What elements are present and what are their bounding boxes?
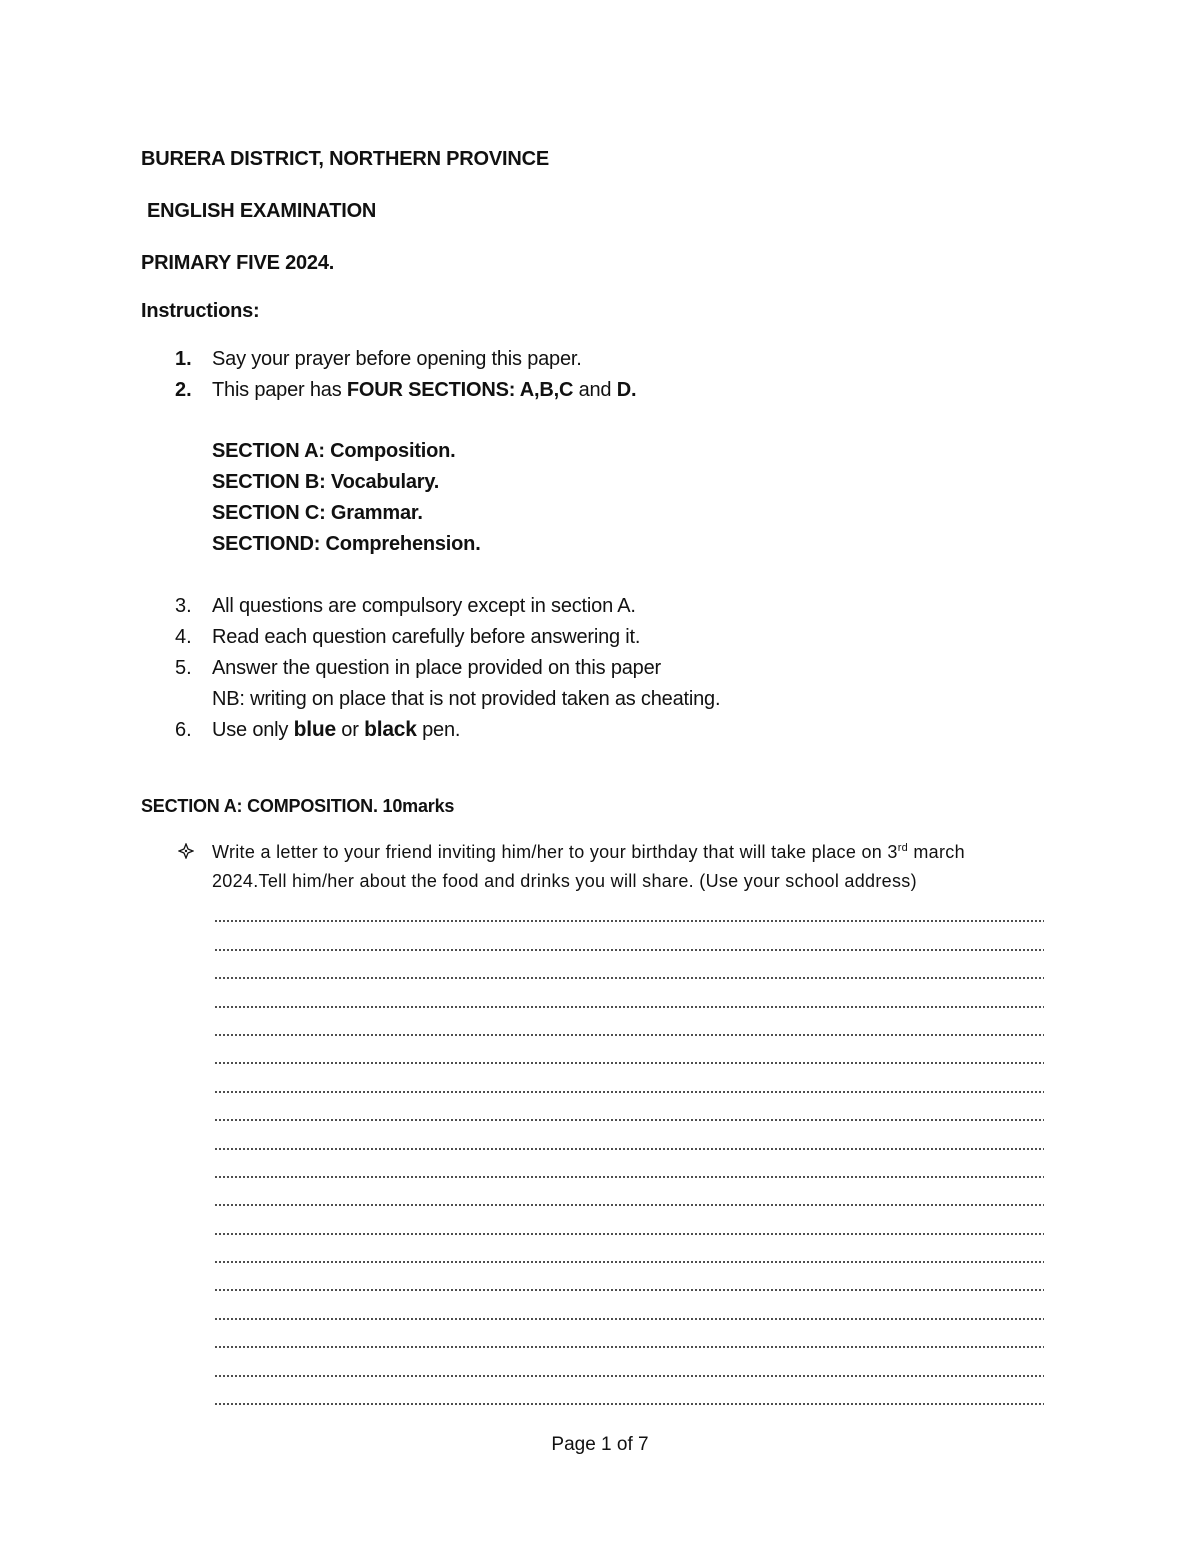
answer-line[interactable] <box>214 985 1044 1013</box>
instruction-6-black: black <box>364 718 417 741</box>
instruction-2-text-d: D. <box>616 379 637 401</box>
answer-line[interactable] <box>214 1354 1044 1382</box>
answer-line[interactable] <box>214 1241 1044 1269</box>
answer-line[interactable] <box>214 1156 1044 1184</box>
level-heading: PRIMARY FIVE 2024. <box>141 252 335 274</box>
task-line-1-sup: rd <box>897 842 909 854</box>
task-line-2: 2024.Tell him/her about the food and drinks you will share. (Use your school address) <box>212 871 917 891</box>
page-number: Page 1 of 7 <box>551 1434 649 1455</box>
instruction-2-text <box>212 378 636 402</box>
task-line-1 <box>212 840 965 864</box>
answer-line[interactable] <box>214 1099 1044 1127</box>
instruction-3-number: 3. <box>175 595 192 617</box>
answer-line[interactable] <box>214 1269 1044 1297</box>
section-a-title: SECTION A: COMPOSITION. 10marks <box>141 796 455 816</box>
instruction-4-text: Read each question carefully before answering it. <box>212 626 641 648</box>
instruction-2-text-b: FOUR SECTIONS: A,B,C <box>346 379 574 401</box>
section-list-item: SECTION A: Composition. <box>212 440 456 462</box>
answer-lines[interactable] <box>214 900 1044 1411</box>
answer-line[interactable] <box>214 1383 1044 1411</box>
instruction-6-blue: blue <box>293 718 336 741</box>
instruction-2-number: 2. <box>175 379 192 401</box>
answer-line[interactable] <box>214 957 1044 985</box>
diamond-bullet-icon-svg <box>178 843 194 859</box>
instruction-5-number: 5. <box>175 657 192 679</box>
instruction-1-text: Say your prayer before opening this paper. <box>212 348 582 370</box>
section-list-item: SECTIOND: Comprehension. <box>212 533 481 555</box>
answer-line[interactable] <box>214 1070 1044 1098</box>
answer-line[interactable] <box>214 1042 1044 1070</box>
section-list-item: SECTION C: Grammar. <box>212 502 423 524</box>
answer-line[interactable] <box>214 928 1044 956</box>
district-heading: BURERA DISTRICT, NORTHERN PROVINCE <box>141 148 550 170</box>
answer-line[interactable] <box>214 1184 1044 1212</box>
section-list-item: SECTION B: Vocabulary. <box>212 471 440 493</box>
instruction-6-text-c: or <box>335 719 365 741</box>
task-line-1-b: march <box>908 842 965 862</box>
answer-line[interactable] <box>214 1127 1044 1155</box>
instruction-6-text-e: pen. <box>416 719 461 741</box>
instruction-5-note: NB: writing on place that is not provided taken as cheating. <box>212 688 721 710</box>
instruction-6-text-a: Use only <box>212 719 294 741</box>
answer-line[interactable] <box>214 1297 1044 1325</box>
instruction-2-text-a: This paper has <box>212 379 347 401</box>
instruction-6-text <box>212 718 460 742</box>
answer-line[interactable] <box>214 1212 1044 1240</box>
task-line-1-a: Write a letter to your friend inviting him/her to your birthday that will take place on 3 <box>212 842 898 862</box>
answer-line[interactable] <box>214 900 1044 928</box>
instruction-1-number: 1. <box>175 348 192 370</box>
diamond-bullet-icon <box>178 843 194 865</box>
answer-line[interactable] <box>214 1014 1044 1042</box>
instruction-3-text: All questions are compulsory except in section A. <box>212 595 636 617</box>
instruction-4-number: 4. <box>175 626 192 648</box>
instructions-title: Instructions: <box>141 300 260 322</box>
instruction-2-text-c: and <box>573 379 617 401</box>
exam-title: ENGLISH EXAMINATION <box>147 200 377 222</box>
instruction-5-text: Answer the question in place provided on this paper <box>212 657 661 679</box>
answer-line[interactable] <box>214 1326 1044 1354</box>
instruction-6-number: 6. <box>175 719 192 741</box>
